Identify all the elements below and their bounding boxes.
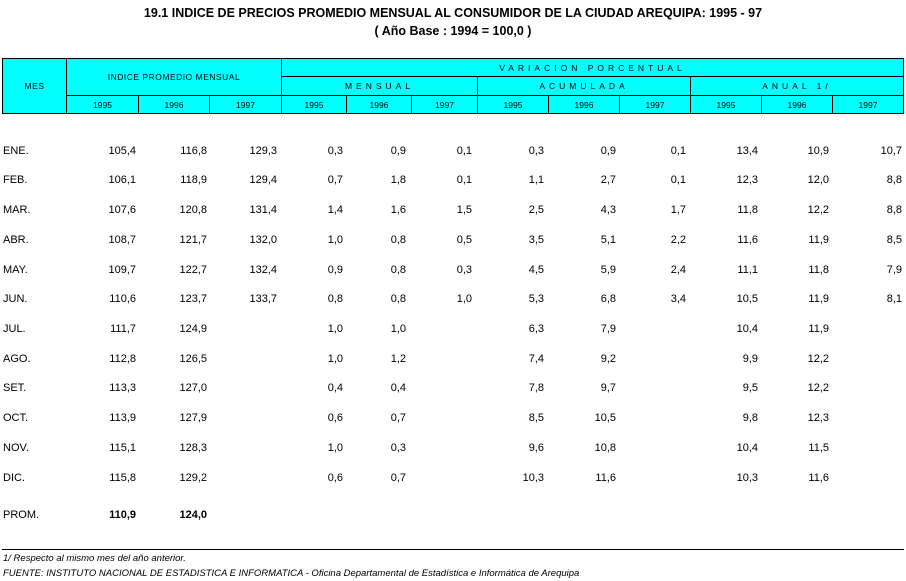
table-cell: 115,8 xyxy=(109,472,136,484)
table-cell: 5,9 xyxy=(600,264,616,276)
table-cell: 7,9 xyxy=(600,323,616,335)
table-cell: 10,8 xyxy=(594,442,616,454)
table-cell: 0,1 xyxy=(670,145,686,157)
table-cell: 11,9 xyxy=(808,293,829,305)
table-cell: 10,5 xyxy=(736,293,758,305)
table-cell: 5,3 xyxy=(528,293,544,305)
table-cell: 129,2 xyxy=(179,472,207,484)
source-note: FUENTE: INSTITUTO NACIONAL DE ESTADISTICA E INFORMATICA - Oficina Departamental de Estadística e Informática de Arequipa xyxy=(3,568,580,579)
table-cell: 2,7 xyxy=(600,174,616,186)
table-cell: 10,4 xyxy=(736,323,758,335)
table-cell: 0,8 xyxy=(390,264,406,276)
year-header: 1995 xyxy=(281,95,347,114)
table-cell: 0,3 xyxy=(456,264,472,276)
table-cell: 7,9 xyxy=(886,264,902,276)
table-cell: 105,4 xyxy=(108,145,136,157)
year-header: 1996 xyxy=(548,95,620,114)
table-cell: 124,9 xyxy=(179,323,207,335)
row-label: MAY. xyxy=(3,264,28,276)
year-header: 1997 xyxy=(209,95,282,114)
row-label: JUL. xyxy=(3,323,26,335)
year-header: 1997 xyxy=(411,95,478,114)
table-cell: 13,4 xyxy=(736,145,758,157)
table-cell: 129,3 xyxy=(249,145,277,157)
table-cell: 113,9 xyxy=(109,412,136,424)
row-label: FEB. xyxy=(3,174,28,186)
table-cell: 10,7 xyxy=(880,145,902,157)
table-cell: 11,1 xyxy=(737,264,758,276)
table-cell: 122,7 xyxy=(179,264,207,276)
table-row xyxy=(0,204,906,218)
header-anual: ANUAL 1/ xyxy=(690,76,904,96)
table-row xyxy=(0,234,906,248)
table-row xyxy=(0,293,906,307)
table-cell: 9,2 xyxy=(600,353,616,365)
table-cell: 3,5 xyxy=(528,234,544,246)
table-cell: 1,5 xyxy=(456,204,472,216)
table-cell: 112,8 xyxy=(109,353,136,365)
table-cell: 1,2 xyxy=(390,353,406,365)
table-cell: 0,9 xyxy=(390,145,406,157)
row-label: NOV. xyxy=(3,442,29,454)
row-label: MAR. xyxy=(3,204,31,216)
row-label: ABR. xyxy=(3,234,29,246)
table-cell: 127,9 xyxy=(179,412,207,424)
table-cell: 127,0 xyxy=(179,382,207,394)
table-cell: 11,5 xyxy=(808,442,829,454)
table-cell: 126,5 xyxy=(179,353,207,365)
table-cell: 1,6 xyxy=(390,204,406,216)
table-cell: 115,1 xyxy=(109,442,136,454)
table-cell: 10,9 xyxy=(807,145,829,157)
table-cell: 132,0 xyxy=(249,234,277,246)
header-mes: MES xyxy=(2,58,67,114)
table-row xyxy=(0,382,906,396)
table-cell: 1,8 xyxy=(390,174,406,186)
table-cell: 6,3 xyxy=(528,323,544,335)
table-cell: 108,7 xyxy=(108,234,136,246)
year-header: 1995 xyxy=(477,95,549,114)
table-cell: 0,9 xyxy=(600,145,616,157)
table-cell: 0,8 xyxy=(327,293,343,305)
table-cell: 0,1 xyxy=(456,145,472,157)
table-cell: 12,2 xyxy=(807,382,829,394)
header-variacion: VARIACION PORCENTUAL xyxy=(281,58,904,77)
footnote: 1/ Respecto al mismo mes del año anterior. xyxy=(3,553,186,564)
year-header: 1996 xyxy=(761,95,833,114)
table-cell: 9,8 xyxy=(742,412,758,424)
header-mensual: MENSUAL xyxy=(281,76,478,96)
table-cell: 0,4 xyxy=(327,382,343,394)
table-cell: 129,4 xyxy=(249,174,277,186)
table-row xyxy=(0,472,906,486)
table-cell: 0,6 xyxy=(327,472,343,484)
table-cell: 8,8 xyxy=(886,204,902,216)
table-cell: 8,5 xyxy=(528,412,544,424)
header-indice: INDICE PROMEDIO MENSUAL xyxy=(66,58,282,96)
year-header: 1995 xyxy=(66,95,139,114)
table-cell: 107,6 xyxy=(108,204,136,216)
table-row xyxy=(0,174,906,188)
table-cell: 10,4 xyxy=(736,442,758,454)
row-label: OCT. xyxy=(3,412,29,424)
table-cell: 4,5 xyxy=(528,264,544,276)
row-label: JUN. xyxy=(3,293,28,305)
table-cell: 9,5 xyxy=(742,382,758,394)
table-cell: 132,4 xyxy=(249,264,277,276)
table-cell: 9,7 xyxy=(600,382,616,394)
table-cell: 2,4 xyxy=(670,264,686,276)
table-cell: 1,7 xyxy=(670,204,686,216)
table-cell: 110,6 xyxy=(109,293,136,305)
table-cell: 1,0 xyxy=(327,234,343,246)
table-cell: 11,6 xyxy=(737,234,758,246)
table-cell: 11,6 xyxy=(808,472,829,484)
year-header: 1996 xyxy=(138,95,210,114)
table-cell: 110,9 xyxy=(109,509,136,521)
table-cell: 11,8 xyxy=(737,204,758,216)
table-cell: 1,0 xyxy=(456,293,472,305)
table-cell: 0,5 xyxy=(456,234,472,246)
table-cell: 0,9 xyxy=(327,264,343,276)
table-cell: 9,6 xyxy=(528,442,544,454)
table-cell: 1,0 xyxy=(327,353,343,365)
table-row xyxy=(0,412,906,426)
table-cell: 111,7 xyxy=(110,323,136,335)
table-cell: 121,7 xyxy=(179,234,207,246)
table-row xyxy=(0,145,906,159)
table-cell: 1,1 xyxy=(528,174,544,186)
table-cell: 106,1 xyxy=(108,174,136,186)
table-cell: 0,4 xyxy=(390,382,406,394)
table-cell: 3,4 xyxy=(670,293,686,305)
table-cell: 120,8 xyxy=(179,204,207,216)
table-cell: 1,0 xyxy=(327,442,343,454)
row-label: SET. xyxy=(3,382,27,394)
table-cell: 0,1 xyxy=(670,174,686,186)
table-cell: 109,7 xyxy=(108,264,136,276)
table-cell: 10,3 xyxy=(736,472,758,484)
table-cell: 5,1 xyxy=(600,234,616,246)
table-cell: 12,0 xyxy=(807,174,829,186)
table-cell: 6,8 xyxy=(600,293,616,305)
table-cell: 1,0 xyxy=(327,323,343,335)
page-subtitle: ( Año Base : 1994 = 100,0 ) xyxy=(374,24,532,38)
table-cell: 0,3 xyxy=(327,145,343,157)
table-cell: 113,3 xyxy=(109,382,136,394)
table-row xyxy=(0,353,906,367)
table-cell: 0,8 xyxy=(390,234,406,246)
table-cell: 131,4 xyxy=(249,204,277,216)
table-cell: 0,7 xyxy=(390,472,406,484)
footer-divider xyxy=(2,549,904,550)
table-cell: 133,7 xyxy=(249,293,277,305)
table-cell: 0,7 xyxy=(390,412,406,424)
table-cell: 12,3 xyxy=(807,412,829,424)
table-cell: 2,2 xyxy=(670,234,686,246)
table-row xyxy=(0,323,906,337)
table-cell: 0,7 xyxy=(327,174,343,186)
table-cell: 4,3 xyxy=(600,204,616,216)
table-cell: 1,0 xyxy=(390,323,406,335)
table-cell: 11,6 xyxy=(595,472,616,484)
table-cell: 9,9 xyxy=(742,353,758,365)
table-cell: 124,0 xyxy=(179,509,207,521)
table-cell: 0,3 xyxy=(390,442,406,454)
year-header: 1997 xyxy=(619,95,691,114)
table-cell: 0,3 xyxy=(528,145,544,157)
table-cell: 123,7 xyxy=(179,293,207,305)
year-header: 1995 xyxy=(690,95,762,114)
table-cell: 7,4 xyxy=(528,353,544,365)
table-cell: 8,5 xyxy=(886,234,902,246)
year-header: 1997 xyxy=(832,95,904,114)
table-cell: 8,1 xyxy=(886,293,902,305)
table-cell: 11,9 xyxy=(808,234,829,246)
table-cell: 118,9 xyxy=(180,174,207,186)
table-cell: 116,8 xyxy=(180,145,207,157)
table-row xyxy=(0,442,906,456)
table-cell: 0,8 xyxy=(390,293,406,305)
page-title: 19.1 INDICE DE PRECIOS PROMEDIO MENSUAL AL CONSUMIDOR DE LA CIUDAD AREQUIPA: 1995 - 97 xyxy=(143,6,763,20)
table-cell: 12,2 xyxy=(807,353,829,365)
table-row xyxy=(0,509,906,523)
table-cell: 128,3 xyxy=(179,442,207,454)
table-cell: 12,2 xyxy=(807,204,829,216)
table-cell: 0,6 xyxy=(327,412,343,424)
year-header: 1996 xyxy=(346,95,412,114)
table-cell: 11,9 xyxy=(808,323,829,335)
row-label: AGO. xyxy=(3,353,31,365)
header-acumulada: ACUMULADA xyxy=(477,76,691,96)
table-cell: 10,5 xyxy=(594,412,616,424)
table-cell: 12,3 xyxy=(736,174,758,186)
table-cell: 1,4 xyxy=(327,204,343,216)
table-cell: 7,8 xyxy=(528,382,544,394)
row-label: ENE. xyxy=(3,145,29,157)
row-label: PROM. xyxy=(3,509,40,521)
table-cell: 2,5 xyxy=(528,204,544,216)
table-row xyxy=(0,264,906,278)
table-cell: 8,8 xyxy=(886,174,902,186)
table-cell: 10,3 xyxy=(522,472,544,484)
table-cell: 11,8 xyxy=(808,264,829,276)
table-cell: 0,1 xyxy=(456,174,472,186)
row-label: DIC. xyxy=(3,472,25,484)
